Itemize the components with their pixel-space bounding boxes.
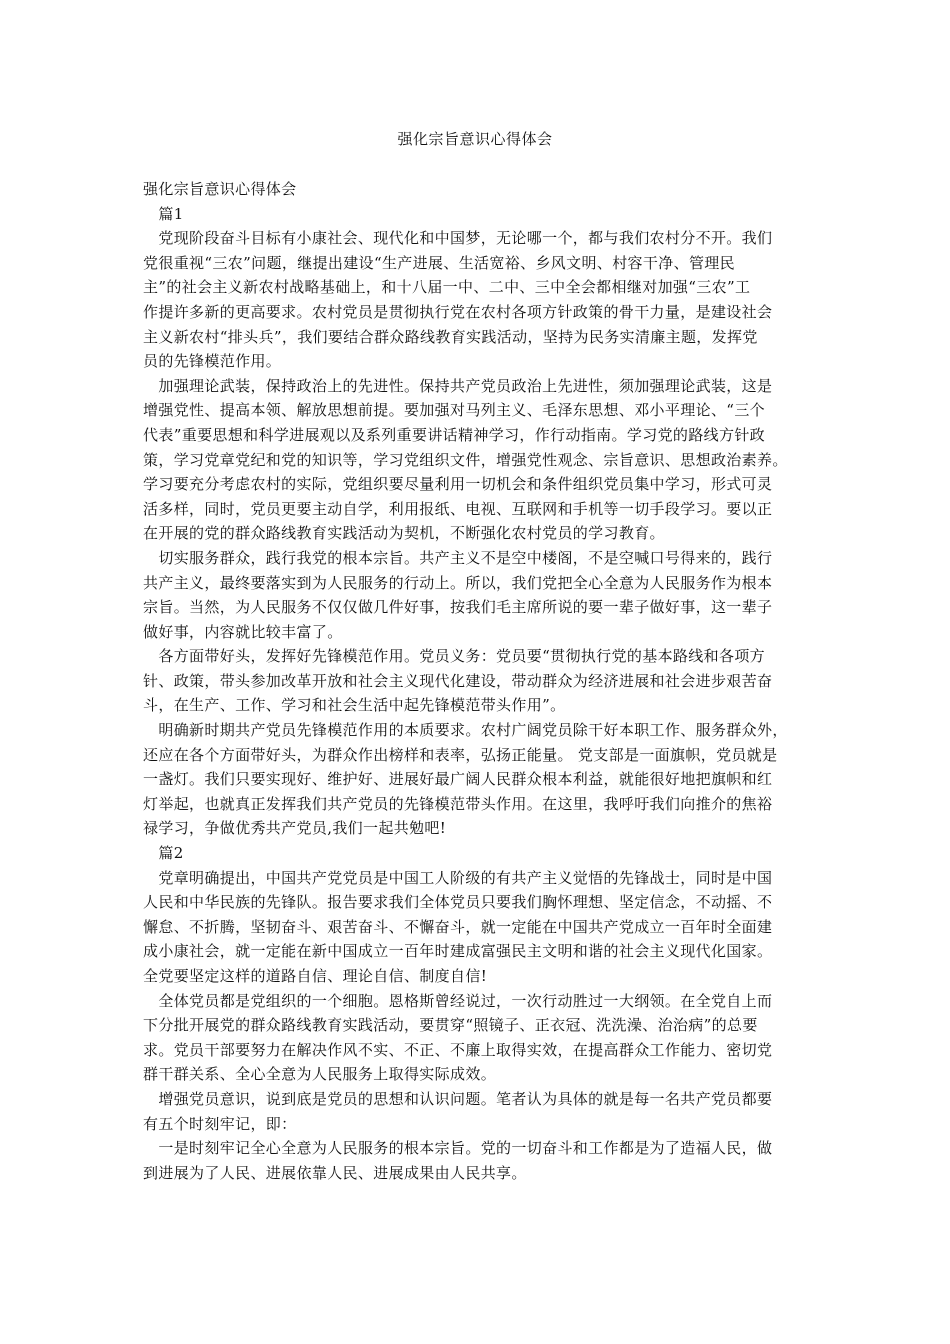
document-title: 强化宗旨意识心得体会 <box>397 130 553 148</box>
text-line: 作提许多新的更高要求。农村党员是贯彻执行党在农村各项方针政策的骨干力量，是建设社会 <box>143 302 773 321</box>
text-line: 全党要坚定这样的道路自信、理论自信、制度自信! <box>143 967 488 985</box>
text-line: 党很重视“三农”问题，继提出建设“生产进展、生活宽裕、乡风文明、村容干净、管理民 <box>143 253 736 272</box>
text-line: 党现阶段奋斗目标有小康社会、现代化和中国梦，无论哪一个，都与我们农村分不开。我们 <box>143 229 773 248</box>
text-line: 篇1 <box>143 204 184 223</box>
text-line: 强化宗旨意识心得体会 <box>143 180 297 198</box>
text-line: 针、政策，带头参加改革开放和社会主义现代化建设，带动群众为经济进展和社会进步艰苦奋 <box>143 671 773 690</box>
text-line: 增强党员意识，说到底是党员的思想和认识问题。笔者认为具体的就是每一名共产党员都要 <box>143 1089 773 1108</box>
text-line: 群干群关系、全心全意为人民服务上取得实际成效。 <box>143 1065 497 1084</box>
text-line: 做好事，内容就比较丰富了。 <box>143 622 343 641</box>
text-line: 在开展的党的群众路线教育实践活动为契机，不断强化农村党员的学习教育。 <box>143 524 665 543</box>
text-line: 主”的社会主义新农村战略基础上，和十八届一中、二中、三中全会都相继对加强“三农”工 <box>143 278 751 297</box>
text-line: 到进展为了人民、进展依靠人民、进展成果由人民共享。 <box>143 1163 527 1182</box>
text-line: 员的先锋模范作用。 <box>143 352 282 371</box>
text-line: 一盏灯。我们只要实现好、维护好、进展好最广阔人民群众根本利益，就能很好地把旗帜和红 <box>143 770 773 789</box>
text-line: 成小康社会，就一定能在新中国成立一百年时建成富强民主文明和谐的社会主义现代化国家。 <box>143 942 773 961</box>
text-line: 有五个时刻牢记，即： <box>143 1114 297 1133</box>
text-line: 一是时刻牢记全心全意为人民服务的根本宗旨。党的一切奋斗和工作都是为了造福人民，做 <box>143 1139 773 1158</box>
text-line: 共产主义，最终要落实到为人民服务的行动上。所以，我们党把全心全意为人民服务作为根本 <box>143 573 773 592</box>
text-line: 懈怠、不折腾，坚韧奋斗、艰苦奋斗、不懈奋斗，就一定能在中国共产党成立一百年时全面建 <box>143 917 773 936</box>
text-line: 党章明确提出，中国共产党党员是中国工人阶级的有共产主义觉悟的先锋战士，同时是中国 <box>143 868 773 887</box>
text-line: 下分批开展党的群众路线教育实践活动，要贯穿“照镜子、正衣冠、洗洗澡、治治病”的总要 <box>143 1016 758 1035</box>
text-line: 代表”重要思想和科学进展观以及系列重要讲话精神学习，作行动指南。学习党的路线方针政 <box>143 425 766 444</box>
text-line: 切实服务群众，践行我党的根本宗旨。共产主义不是空中楼阁，不是空喊口号得来的，践行 <box>143 548 773 567</box>
text-line: 策，学习党章党纪和党的知识等，学习党组织文件，增强党性观念、宗旨意识、思想政治素养。 <box>143 450 788 469</box>
text-line: 斗，在生产、工作、学习和社会生活中起先锋模范带头作用”。 <box>143 696 566 715</box>
text-line: 明确新时期共产党员先锋模范作用的本质要求。农村广阔党员除干好本职工作、服务群众外， <box>143 721 788 740</box>
text-line: 宗旨。当然，为人民服务不仅仅做几件好事，按我们毛主席所说的要一辈子做好事，这一辈子 <box>143 598 773 617</box>
document-body <box>143 177 807 1185</box>
text-line: 还应在各个方面带好头，为群众作出榜样和表率，弘扬正能量。 党支部是一面旗帜，党员就是 <box>143 745 778 764</box>
text-line: 人民和中华民族的先锋队。报告要求我们全体党员只要我们胸怀理想、坚定信念，不动摇、不 <box>143 893 773 912</box>
text-line: 禄学习，争做优秀共产党员,我们一起共勉吧! <box>143 819 447 838</box>
text-line: 加强理论武装，保持政治上的先进性。保持共产党员政治上先进性，须加强理论武装，这是 <box>143 376 773 395</box>
text-line: 篇2 <box>143 844 184 863</box>
text-line: 主义新农村“排头兵”，我们要结合群众路线教育实践活动，坚持为民务实清廉主题，发挥党 <box>143 327 758 346</box>
text-line: 增强党性、提高本领、解放思想前提。要加强对马列主义、毛泽东思想、邓小平理论、“三个 <box>143 401 766 420</box>
text-line: 学习要充分考虑农村的实际，党组织要尽量利用一切机会和条件组织党员集中学习，形式可灵 <box>143 475 773 494</box>
text-line: 全体党员都是党组织的一个细胞。恩格斯曾经说过，一次行动胜过一大纲领。在全党自上而 <box>143 991 773 1010</box>
text-line: 各方面带好头，发挥好先锋模范作用。党员义务：党员要“贯彻执行党的基本路线和各项方 <box>143 647 766 666</box>
text-line: 求。党员干部要努力在解决作风不实、不正、不廉上取得实效，在提高群众工作能力、密切党 <box>143 1040 773 1059</box>
text-line: 活多样，同时，党员更要主动自学，利用报纸、电视、互联网和手机等一切手段学习。要以正 <box>143 499 773 518</box>
text-line: 灯举起，也就真正发挥我们共产党员的先锋模范带头作用。在这里，我呼吁我们向推介的焦裕 <box>143 794 773 813</box>
